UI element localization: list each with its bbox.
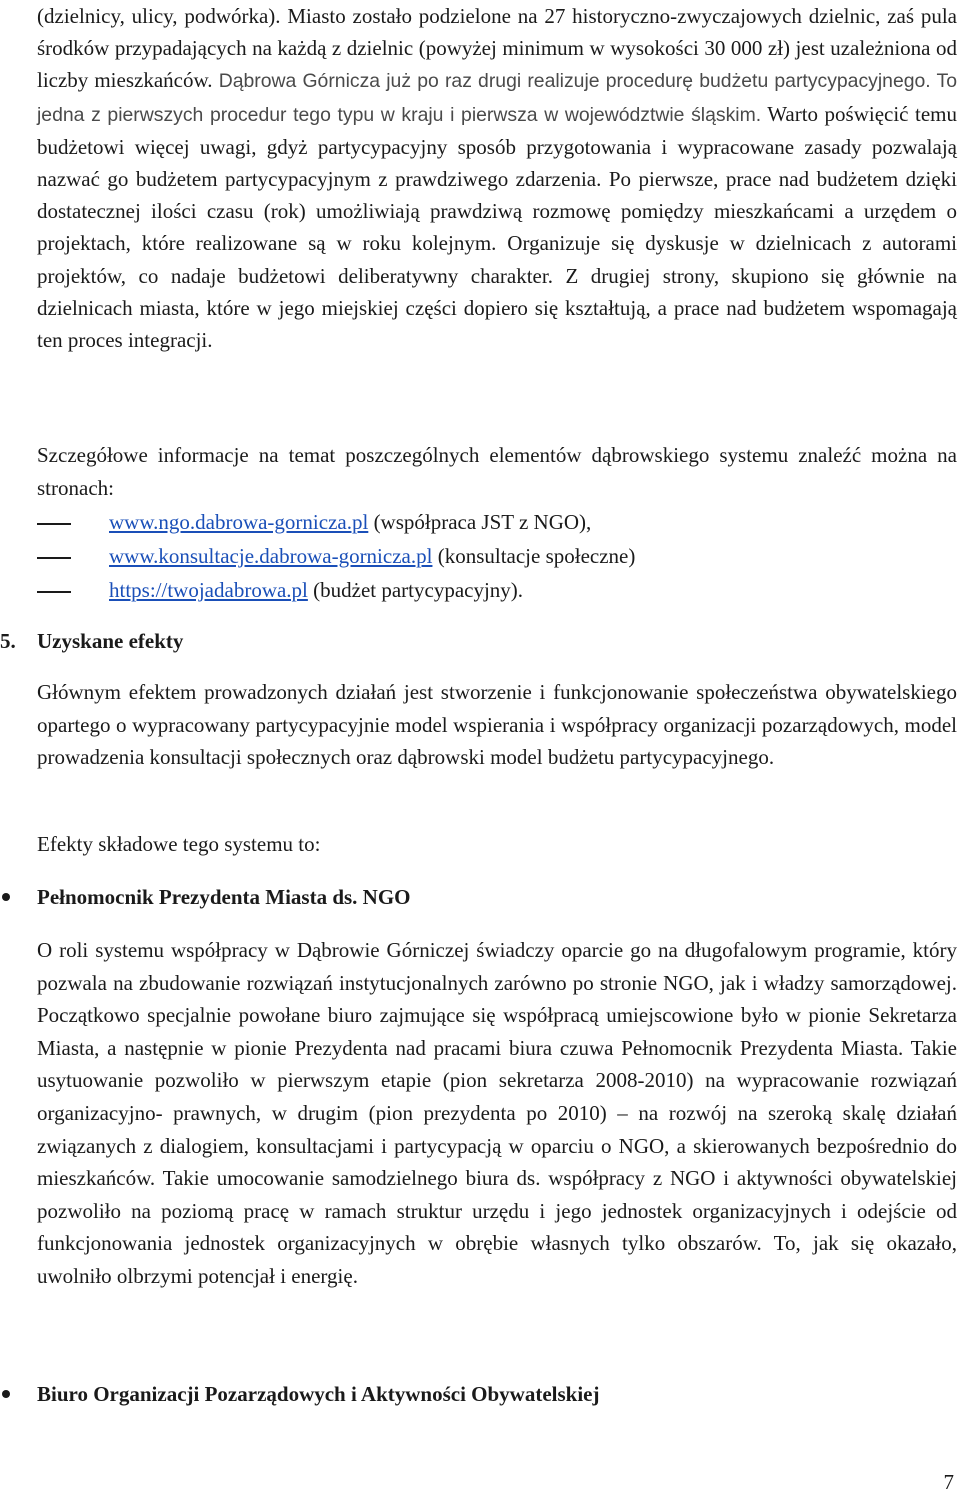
intro-sentence-1: (dzielnicy, ulicy, podwórka). Miasto zostało podzielone na 27 historyczno-zwyczajowych dzielnic, zaś pula środków przypadających na każdą z dzielnic (powyżej minimum w wysokości 30 000 zł) jest uzależniona od liczby mieszkańców. <box>37 4 957 93</box>
section-heading <box>0 626 183 656</box>
section-title: Uzyskane efekty <box>37 629 184 653</box>
bullet-marker <box>2 893 10 901</box>
twojadabrowa-link[interactable]: https://twojadabrowa.pl <box>109 578 308 602</box>
konsultacje-link[interactable]: www.konsultacje.dabrowa-gornicza.pl <box>109 544 433 568</box>
list-item <box>37 539 937 573</box>
dash-marker <box>37 523 71 525</box>
bullet-title: Pełnomocnik Prezydenta Miasta ds. NGO <box>37 885 411 909</box>
bullet-marker <box>2 1390 10 1398</box>
intro-sentence-2: Dąbrowa Górnicza już po raz drugi realizuje procedurę budżetu partycypacyjnego. To jedna z pierwszych procedur tego typu w kraju i pierwsza w województwie śląskim. <box>37 70 957 126</box>
role-text: O roli systemu współpracy w Dąbrowie Górniczej świadczy oparcie go na długofalowym programie, który pozwala na zbudowanie rozwiązań instytucjonalnych zarówno po stronie NGO, jak i władzy samorządowej. Początkowo specjalnie powołane biuro zajmujące się współpracą umiejscowione było w pionie Sekretarza Miasta, a następnie w pionie Prezydenta nad pracami biura czuwa Pełnomocnik Prezydenta Miasta. Takie usytuowanie pozwoliło w pierwszym etapie (pion sekretarza 2008-2010) na wypracowanie rozwiązań organizacyjno- prawnych, w drugim (pion prezydenta po 2010) – na rozwój na szeroką skalę działań związanych z dialogiem, konsultacjami i partycypacją w oparciu o NGO, a skierowanych bezpośrednio do mieszkańców. Takie umocowanie samodzielnego biura ds. współpracy z NGO i aktywności obywatelskiej pozwoliło na poziomą pracę w ramach struktur urzędu i jego jednostek organizacyjnych i odejście od funkcjonowania jednostek organizacyjnych w obrębie własnych tylko obszarów. To, jak się okazało, uwolniło olbrzymi potencjał i energię. <box>37 938 957 1288</box>
components-text: Efekty składowe tego systemu to: <box>37 832 321 856</box>
link-description: (współpraca JST z NGO), <box>368 510 592 534</box>
list-item <box>37 573 937 607</box>
dash-marker <box>37 557 71 559</box>
intro-paragraph <box>37 0 957 356</box>
details-text: Szczegółowe informacje na temat poszczególnych elementów dąbrowskiego systemu znaleźć można na stronach: <box>37 443 957 500</box>
details-paragraph <box>37 439 957 504</box>
ngo-link[interactable]: www.ngo.dabrowa-gornicza.pl <box>109 510 369 534</box>
components-intro <box>37 828 957 861</box>
effects-paragraph <box>37 676 957 774</box>
intro-sentence-3: Warto poświęcić temu budżetowi więcej uwagi, gdyż partycypacyjny sposób przygotowania i wypracowane zasady pozwalają nazwać go budżetem partycypacyjnym z prawdziwego zdarzenia. Po pierwsze, prace nad budżetem dzięki dostatecznej ilości czasu (rok) umożliwiają prawdziwą rozmowę pomiędzy mieszkańcami a urzędem o projektach, które realizowane są w roku kolejnym. Organizuje się dyskusje w dzielnicach z autorami projektów, co nadaje budżetowi deliberatywny charakter. Z drugiej strony, skupiono się głównie na dzielnicach miasta, które w jego miejskiej części dopiero się kształtują, a prace nad budżetem wspomagają ten proces integracji. <box>37 101 957 353</box>
role-paragraph <box>37 934 957 1293</box>
list-item <box>37 505 937 539</box>
links-list <box>37 505 937 607</box>
page-number: 7 <box>943 1470 954 1494</box>
link-description: (konsultacje społeczne) <box>432 544 636 568</box>
section-number: 5. <box>0 629 16 653</box>
dash-marker <box>37 591 71 593</box>
bullet-title: Biuro Organizacji Pozarządowych i Aktywności Obywatelskiej <box>37 1382 600 1406</box>
link-description: (budżet partycypacyjny). <box>307 578 524 602</box>
effects-text: Głównym efektem prowadzonych działań jest stworzenie i funkcjonowanie społeczeństwa obywatelskiego opartego o wypracowany partycypacyjnie model wspierania i współpracy organizacji pozarządowych, model prowadzenia konsultacji społecznych oraz dąbrowski model budżetu partycypacyjnego. <box>37 680 957 770</box>
